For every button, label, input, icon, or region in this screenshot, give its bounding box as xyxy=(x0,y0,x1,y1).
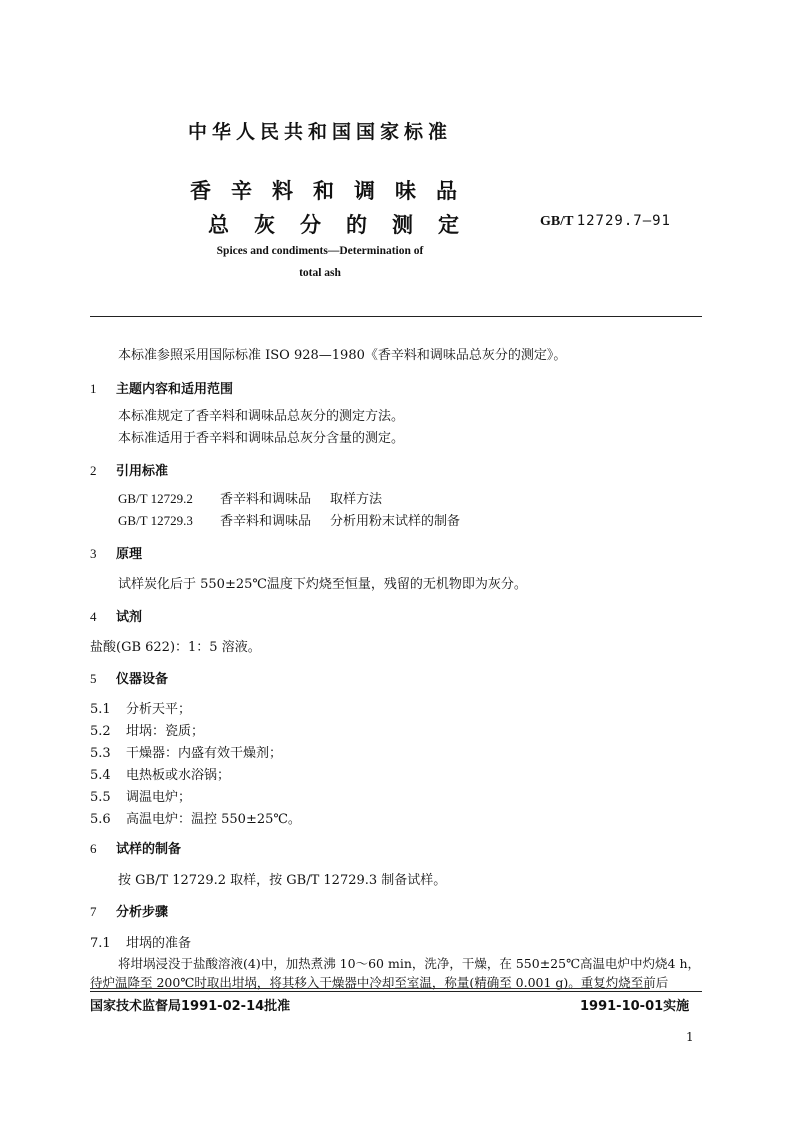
section-title: 主题内容和适用范围 xyxy=(116,382,234,397)
reference-topic: 分析用粉末试样的制备 xyxy=(330,514,461,529)
section-number: 2 xyxy=(90,463,97,478)
item-number: 5.6 xyxy=(90,812,111,827)
subsection-number: 7.1 xyxy=(90,936,111,951)
list-item xyxy=(90,698,191,717)
list-item xyxy=(90,720,204,739)
list-item xyxy=(90,786,191,805)
section-3-heading xyxy=(90,543,142,562)
footer-divider xyxy=(90,991,702,992)
reference-item xyxy=(118,510,460,529)
approval-date: 国家技术监督局1991-02-14批准 xyxy=(90,999,291,1014)
title-chinese-line1: 香辛料和调味品 xyxy=(190,179,477,203)
section-title: 原理 xyxy=(116,547,143,562)
item-number: 5.5 xyxy=(90,790,111,805)
section-title: 试样的制备 xyxy=(116,842,182,857)
section-title: 仪器设备 xyxy=(116,672,169,687)
standard-prefix: GB/T xyxy=(540,214,574,229)
section-7-heading xyxy=(90,901,168,920)
header-divider xyxy=(90,316,702,317)
section-7-paragraph-line2: 待炉温降至 200℃时取出坩埚，将其移入干燥器中冷却至室温，称量(精确至 0.001 g)。重复灼烧至前后 xyxy=(90,975,669,990)
intro-paragraph: 本标准参照采用国际标准 ISO 928—1980《香辛料和调味品总灰分的测定》。 xyxy=(118,348,567,363)
section-number: 1 xyxy=(90,381,97,396)
section-7-paragraph-line1: 将坩埚浸没于盐酸溶液(4)中，加热煮沸 10～60 min，洗净，干燥，在 550±25℃高温电炉中灼烧4 h， xyxy=(118,956,701,971)
section-2-heading xyxy=(90,460,168,479)
section-1-heading xyxy=(90,378,233,397)
reference-code: GB/T 12729.3 xyxy=(118,513,193,528)
section-title: 试剂 xyxy=(116,610,143,625)
item-number: 5.2 xyxy=(90,724,111,739)
title-english-line1: Spices and condiments—Determination of xyxy=(216,245,424,257)
reference-subject: 香辛料和调味品 xyxy=(220,492,312,507)
item-text: 分析天平； xyxy=(126,702,192,717)
item-text: 调温电炉； xyxy=(126,790,192,805)
implementation-date: 1991-10-01实施 xyxy=(580,999,690,1014)
page-number: 1 xyxy=(686,1030,694,1044)
item-number: 5.4 xyxy=(90,768,111,783)
item-text: 坩埚：瓷质； xyxy=(126,724,205,739)
list-item xyxy=(90,764,230,783)
subsection-title: 坩埚的准备 xyxy=(126,936,192,951)
section-6-paragraph: 按 GB/T 12729.2 取样，按 GB/T 12729.3 制备试样。 xyxy=(118,873,447,888)
section-title: 分析步骤 xyxy=(116,905,169,920)
standard-code: 12729.7—91 xyxy=(576,213,671,229)
section-4-heading xyxy=(90,606,142,625)
section-6-heading xyxy=(90,838,181,857)
item-number: 5.3 xyxy=(90,746,111,761)
section-3-paragraph: 试样炭化后于 550±25℃温度下灼烧至恒量，残留的无机物即为灰分。 xyxy=(118,577,527,592)
reference-item xyxy=(118,488,382,507)
reference-topic: 取样方法 xyxy=(330,492,383,507)
section-title: 引用标准 xyxy=(116,464,169,479)
item-text: 干燥器：内盛有效干燥剂； xyxy=(126,746,283,761)
item-number: 5.1 xyxy=(90,702,111,717)
title-english-line2: total ash xyxy=(299,267,341,279)
title-chinese-line2: 总灰分的测定 xyxy=(208,213,484,237)
section-number: 5 xyxy=(90,671,97,686)
list-item xyxy=(90,742,282,761)
reference-subject: 香辛料和调味品 xyxy=(220,514,312,529)
section-number: 7 xyxy=(90,904,97,919)
section-1-paragraph-2: 本标准适用于香辛料和调味品总灰分含量的测定。 xyxy=(118,431,405,446)
section-1-paragraph-1: 本标准规定了香辛料和调味品总灰分的测定方法。 xyxy=(118,409,405,424)
reference-code: GB/T 12729.2 xyxy=(118,491,193,506)
standard-number xyxy=(540,213,671,230)
section-number: 3 xyxy=(90,546,97,561)
list-item xyxy=(90,808,301,827)
item-text: 高温电炉：温控 550±25℃。 xyxy=(126,812,301,827)
text-underline xyxy=(90,988,650,989)
section-5-heading xyxy=(90,668,168,687)
issuing-country-header: 中华人民共和国国家标准 xyxy=(187,121,452,143)
section-4-paragraph: 盐酸(GB 622)：1：5 溶液。 xyxy=(90,640,261,655)
item-text: 电热板或水浴锅； xyxy=(126,768,231,783)
subsection-7-1-heading xyxy=(90,932,191,951)
section-number: 6 xyxy=(90,841,97,856)
section-number: 4 xyxy=(90,609,97,624)
